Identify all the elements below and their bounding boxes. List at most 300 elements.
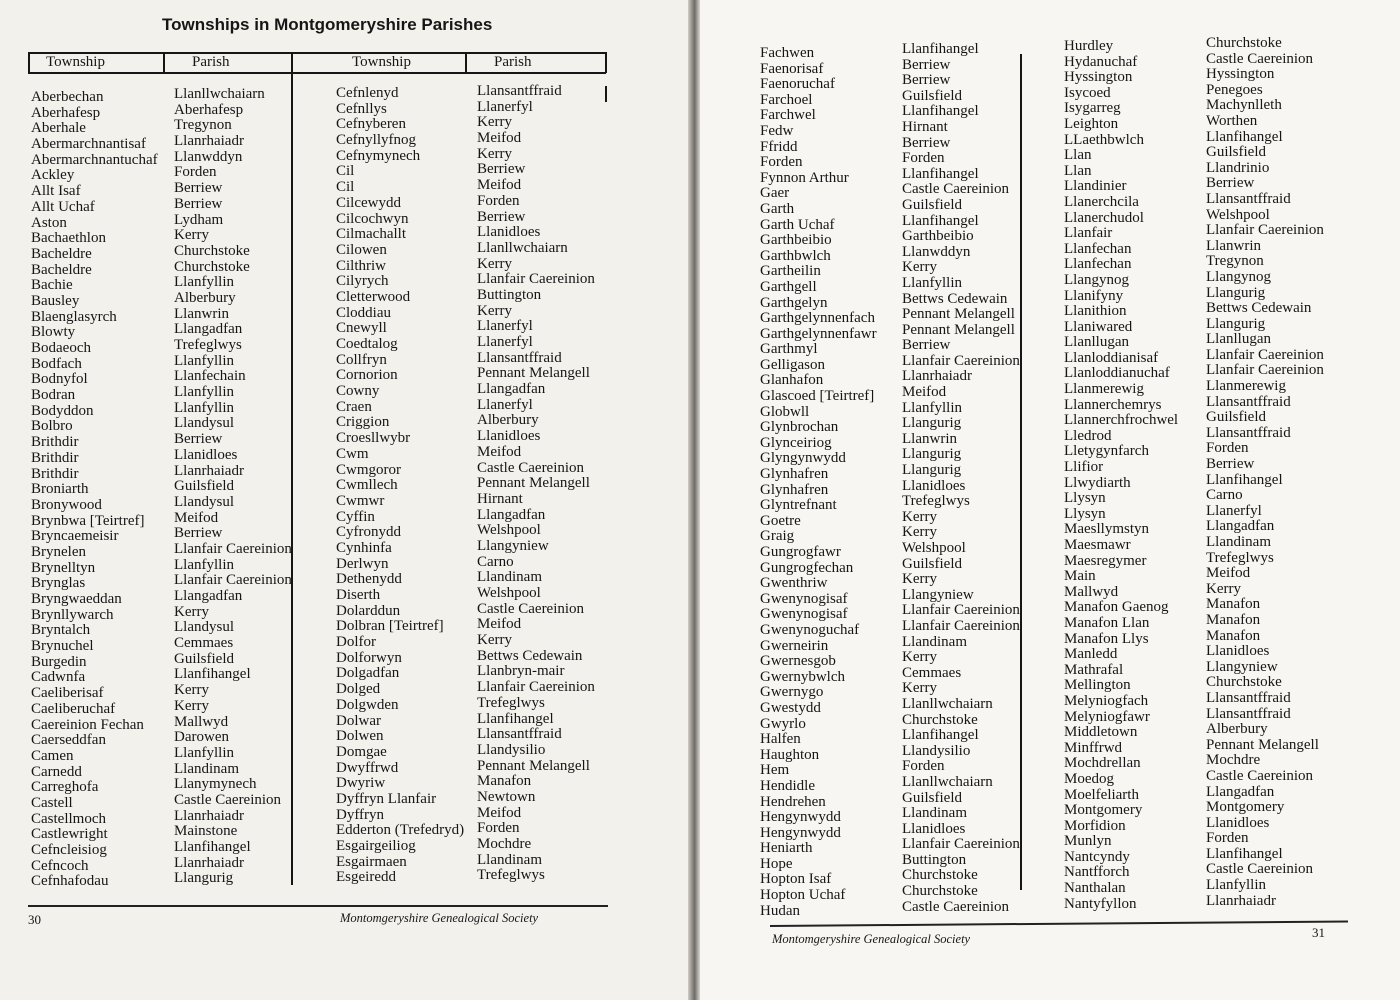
list-item: Bodyddon xyxy=(31,402,94,419)
list-item: Llanllugan xyxy=(1064,334,1129,351)
list-item: Forden xyxy=(902,150,945,167)
list-item: Middletown xyxy=(1064,724,1138,741)
column-tick xyxy=(605,86,607,102)
list-item: Gartheilin xyxy=(760,263,821,280)
list-item: Hyssington xyxy=(1206,66,1275,83)
list-item: Kerry xyxy=(1206,580,1241,597)
list-item: Llifior xyxy=(1064,459,1104,476)
list-item: Dolfor xyxy=(336,634,376,651)
list-item: Maesllymstyn xyxy=(1064,521,1149,538)
list-item: Berriew xyxy=(1206,175,1255,192)
list-item: Brynelen xyxy=(31,543,86,560)
list-item: Lletygynfarch xyxy=(1064,443,1149,460)
header-left-edge xyxy=(28,52,30,73)
list-item: Caereinion Fechan xyxy=(31,716,144,733)
list-item: Bachaethlon xyxy=(31,230,106,247)
list-item: Cloddiau xyxy=(336,304,391,321)
header-divider-3 xyxy=(465,52,467,73)
list-item: Minffrwd xyxy=(1064,739,1123,756)
list-item: Gwernygo xyxy=(760,684,824,701)
list-item: Cefnyllyfnog xyxy=(336,132,416,149)
list-item: Llanidloes xyxy=(477,428,541,445)
header-bottom-rule xyxy=(28,72,606,74)
list-item: Llanerfyl xyxy=(477,396,533,413)
list-item: Cnewyll xyxy=(336,320,387,337)
list-item: Cemmaes xyxy=(174,635,234,652)
list-item: Dolbran [Teirtref] xyxy=(336,618,444,635)
list-item: Aberbechan xyxy=(31,89,104,105)
list-item: Llanwrin xyxy=(174,305,229,322)
list-item: Llangadfan xyxy=(174,588,243,604)
list-item: Dolgadfan xyxy=(336,665,400,682)
list-item: Cilmachallt xyxy=(336,226,406,243)
list-item: Nantyfyllon xyxy=(1064,895,1137,912)
list-item: Llangurig xyxy=(902,462,962,479)
list-item: Llanwrin xyxy=(902,430,957,447)
list-item: Llanfyllin xyxy=(1206,877,1266,894)
list-item: Llangurig xyxy=(902,415,962,432)
list-item: Berriew xyxy=(174,525,223,542)
list-item: Llanfair Caereinion xyxy=(1206,222,1324,239)
list-item: Glynceiriog xyxy=(760,434,832,451)
list-item: Manafon Llys xyxy=(1064,630,1149,647)
list-item: Cwm xyxy=(336,445,369,462)
list-item: Dolforwyn xyxy=(336,649,402,666)
list-item: Castle Caereinion xyxy=(1206,861,1314,878)
list-item: Llangynog xyxy=(1206,268,1271,285)
list-item: Moedog xyxy=(1064,770,1114,787)
list-item: Llanfair Caereinion xyxy=(902,617,1020,634)
list-item: Maesregymer xyxy=(1064,552,1147,569)
list-item: Llanerfyl xyxy=(477,98,533,115)
list-item: Bolbro xyxy=(31,418,73,435)
list-item: Llangadfan xyxy=(1206,783,1275,800)
list-item: Welshpool xyxy=(1206,206,1270,223)
list-item: Meifod xyxy=(902,384,947,401)
list-item: Llanfair Caereinion xyxy=(477,271,595,288)
list-item: Kerry xyxy=(902,508,937,525)
list-item: Berriew xyxy=(477,208,526,225)
list-item: Dyffryn Llanfair xyxy=(336,790,437,807)
list-item: Kerry xyxy=(902,571,937,588)
list-item: Gungrogfawr xyxy=(760,544,841,560)
list-item: Cyffin xyxy=(336,508,375,525)
list-item: Llanidloes xyxy=(902,477,966,494)
list-item: Llanerchudol xyxy=(1064,209,1144,226)
list-item: Llanfyllin xyxy=(174,399,234,416)
list-item: Hydanuchaf xyxy=(1064,53,1138,70)
list-item: Abermarchnantisaf xyxy=(31,136,146,153)
list-item: Bryncaemeisir xyxy=(31,528,119,545)
list-item: Kerry xyxy=(902,649,937,666)
list-item: Kerry xyxy=(174,682,209,699)
list-item: Blowty xyxy=(31,324,76,341)
list-item: Aberhafesp xyxy=(174,101,244,118)
list-item: Llanfyllin xyxy=(902,399,962,416)
list-item: Kerry xyxy=(477,632,512,649)
list-item: Dolwen xyxy=(336,728,384,745)
list-item: Bodfach xyxy=(31,355,82,372)
list-item: Burgedin xyxy=(31,653,87,670)
list-item: Hendidle xyxy=(760,777,815,794)
header-divider-1 xyxy=(163,52,165,73)
list-item: Llanerfyl xyxy=(477,318,533,335)
list-item: Llangyniew xyxy=(1206,658,1278,675)
list-item: Craen xyxy=(336,398,372,415)
list-item: Alberbury xyxy=(477,412,539,429)
parish-list-1 xyxy=(174,87,292,887)
list-item: Isygarreg xyxy=(1064,100,1121,117)
list-item: Llanfair Caereinion xyxy=(1206,362,1324,379)
list-item: Hengynwydd xyxy=(760,824,841,841)
list-item: Pennant Melangell xyxy=(902,306,1015,323)
list-item: Llanloddianisaf xyxy=(1064,349,1159,366)
list-item: Cornorion xyxy=(336,367,398,384)
list-item: Cilowen xyxy=(336,241,387,258)
list-item: Guilsfield xyxy=(1206,144,1266,161)
list-item: Guilsfield xyxy=(1206,409,1266,426)
list-item: Berriew xyxy=(1206,456,1255,473)
list-item: Mochdre xyxy=(1206,752,1261,769)
list-item: Garthgelynnenfach xyxy=(760,310,875,327)
list-item: Castle Caereinion xyxy=(902,898,1010,915)
list-item: Collfryn xyxy=(336,351,387,368)
list-item: Llanidloes xyxy=(1206,643,1270,660)
list-item: Bausley xyxy=(31,292,80,309)
list-item: Manafon xyxy=(1206,611,1261,628)
list-item: Llangadfan xyxy=(174,321,243,338)
list-item: Gwestydd xyxy=(760,699,821,716)
list-item: Cefncoch xyxy=(31,857,89,874)
list-item: Llanfechain xyxy=(174,368,246,385)
list-item: Esgairgeiliog xyxy=(336,838,416,854)
list-item: Gwernybwlch xyxy=(760,668,845,685)
list-item: Pennant Melangell xyxy=(1206,736,1319,753)
list-item: Gaer xyxy=(760,185,790,202)
list-item: Machynlleth xyxy=(1206,97,1282,114)
list-item: Llandysul xyxy=(174,415,234,432)
list-item: Llanfyllin xyxy=(902,274,962,291)
list-item: Bodaeoch xyxy=(31,340,91,356)
list-item: Gwerneirin xyxy=(760,637,829,654)
list-item: Garthgelyn xyxy=(760,294,828,311)
list-item: Cefnymynech xyxy=(336,147,421,164)
list-item: Tregynon xyxy=(1206,253,1264,270)
list-item: Churchstoke xyxy=(902,883,978,900)
list-item: Hengynwydd xyxy=(760,809,841,826)
list-item: Meifod xyxy=(477,443,522,460)
list-item: Garthbeibio xyxy=(760,232,832,249)
list-item: Ackley xyxy=(31,167,75,184)
list-item: Bettws Cedewain xyxy=(902,290,1008,307)
list-item: Llansantffraid xyxy=(477,83,562,99)
list-item: Faenoruchaf xyxy=(760,76,835,93)
list-item: Llanwrin xyxy=(1206,237,1261,254)
township-list-2 xyxy=(336,86,464,886)
list-item: Llanfihangel xyxy=(477,710,554,727)
right-page xyxy=(700,0,1400,1000)
list-item: Caeliberisaf xyxy=(31,685,104,702)
list-item: Llanfair Caereinion xyxy=(902,352,1020,369)
list-item: Dwyffrwd xyxy=(336,759,399,776)
header-parish-2: Parish xyxy=(494,54,532,70)
list-item: Mochdrellan xyxy=(1064,755,1141,772)
list-item: Montgomery xyxy=(1206,799,1285,816)
list-item: Llangadfan xyxy=(477,381,546,398)
list-item: Garthgell xyxy=(760,278,817,295)
page-title: Townships in Montgomeryshire Parishes xyxy=(162,15,493,34)
list-item: Llan xyxy=(1064,162,1092,179)
list-item: Fedw xyxy=(760,122,794,139)
list-item: Bryntalch xyxy=(31,622,91,639)
list-item: Manafon xyxy=(477,773,532,790)
list-item: Llanfihangel xyxy=(174,666,251,683)
list-item: Llysyn xyxy=(1064,490,1106,507)
list-item: Llansantffraid xyxy=(1206,393,1291,410)
list-item: Carreghofa xyxy=(31,779,99,796)
list-item: Llanmerewig xyxy=(1064,381,1144,398)
list-item: Farchwel xyxy=(760,107,816,124)
list-item: Caeliberuchaf xyxy=(31,700,116,717)
list-item: Cadwnfa xyxy=(31,669,86,686)
list-item: Pennant Melangell xyxy=(477,757,590,774)
list-item: Cemmaes xyxy=(902,664,962,681)
list-item: Manafon xyxy=(1206,596,1261,613)
list-item: Llannerchfrochwel xyxy=(1064,412,1179,429)
list-item: Llannerchemrys xyxy=(1064,396,1162,413)
list-item: Kerry xyxy=(174,227,209,244)
list-item: Kerry xyxy=(902,259,937,276)
list-item: Munlyn xyxy=(1064,833,1112,850)
list-item: Manledd xyxy=(1064,646,1118,663)
list-item: Castle Caereinion xyxy=(477,600,585,617)
list-item: Kerry xyxy=(174,697,209,714)
list-item: Garthbeibio xyxy=(902,228,974,245)
list-item: Llangurig xyxy=(1206,284,1266,301)
list-item: Llansantffraid xyxy=(1206,424,1291,441)
list-item: Cefnhafodau xyxy=(31,873,109,890)
township-list-1 xyxy=(31,90,158,890)
list-item: Glynbrochan xyxy=(760,419,839,436)
list-item: Llanfair Caereinion xyxy=(174,540,292,557)
list-item: Hopton Isaf xyxy=(760,871,832,888)
list-item: Llandysul xyxy=(174,493,234,510)
list-item: Bettws Cedewain xyxy=(477,647,583,664)
list-item: Llandysilio xyxy=(902,742,971,759)
list-item: Llanmerewig xyxy=(1206,378,1286,395)
list-item: Gelligason xyxy=(760,356,825,373)
list-item: Trefeglwys xyxy=(1206,549,1274,566)
list-item: Cil xyxy=(336,179,355,196)
list-item: Llangurig xyxy=(902,446,962,463)
list-item: Castle Caereinion xyxy=(902,181,1010,198)
list-item: Bettws Cedewain xyxy=(1206,300,1312,317)
list-item: Gwenynogisaf xyxy=(760,590,848,607)
list-item: Llandinam xyxy=(902,805,967,822)
list-item: Kerry xyxy=(174,603,209,620)
list-item: Llanfihangel xyxy=(1206,845,1283,862)
list-item: Cwmllech xyxy=(336,477,398,494)
header-right-edge xyxy=(605,52,607,73)
list-item: Churchstoke xyxy=(902,867,978,884)
list-item: Garthbwlch xyxy=(760,247,831,264)
list-item: Maesmawr xyxy=(1064,537,1131,553)
list-item: Llanfihangel xyxy=(1206,128,1283,145)
list-item: Llandinam xyxy=(477,851,542,868)
list-item: Llanidloes xyxy=(1206,814,1270,831)
list-item: Moelfeliarth xyxy=(1064,786,1139,803)
list-item: Gwenynoguchaf xyxy=(760,621,860,638)
list-item: Cwmgoror xyxy=(336,461,401,478)
list-item: Cil xyxy=(336,163,355,180)
list-item: Llanfyllin xyxy=(174,744,234,761)
list-item: Brynelltyn xyxy=(31,559,96,576)
list-item: Llanidloes xyxy=(477,224,541,241)
list-item: Hirnant xyxy=(477,490,523,507)
list-item: Berriew xyxy=(174,180,223,197)
list-item: Hurdley xyxy=(1064,38,1114,54)
list-item: Dolwar xyxy=(336,712,381,729)
list-item: Hem xyxy=(760,762,790,779)
list-item: Cletterwood xyxy=(336,288,411,305)
list-item: Aberhale xyxy=(31,120,86,137)
list-item: Llanidloes xyxy=(902,820,966,837)
list-item: Cefnyberen xyxy=(336,116,406,133)
list-item: Llangyniew xyxy=(902,586,974,603)
list-item: Broniarth xyxy=(31,481,89,498)
list-item: Alberbury xyxy=(1206,721,1268,738)
list-item: Llanfyllin xyxy=(174,384,234,401)
list-item: Brynllywarch xyxy=(31,606,114,623)
list-item: Goetre xyxy=(760,512,801,529)
list-item: Dyffryn xyxy=(336,806,385,823)
list-item: Caerseddfan xyxy=(31,732,106,749)
list-item: Allt Uchaf xyxy=(31,198,95,215)
header-township-1: Township xyxy=(46,54,105,70)
list-item: Llanbryn-mair xyxy=(477,663,565,680)
list-item: Manafon Gaenog xyxy=(1064,599,1169,616)
list-item: Castle Caereinion xyxy=(1206,50,1314,67)
list-item: Berriew xyxy=(174,195,223,212)
page-footer: Montomgeryshire Genealogical Society xyxy=(772,932,971,946)
list-item: Cefnlenyd xyxy=(336,85,399,101)
list-item: Llansantffraid xyxy=(477,349,562,366)
list-item: Penegoes xyxy=(1206,81,1263,98)
list-item: Lydham xyxy=(174,211,224,228)
list-item: Llandinam xyxy=(174,760,239,777)
list-item: Brithdir xyxy=(31,465,79,482)
list-item: Llanrhaiadr xyxy=(174,133,244,150)
list-item: Garth Uchaf xyxy=(760,216,835,233)
list-item: Manafon xyxy=(1206,627,1261,644)
list-item: Trefeglwys xyxy=(902,493,970,510)
list-item: Forden xyxy=(902,758,945,775)
list-item: Criggion xyxy=(336,414,390,431)
list-item: Llanfihangel xyxy=(902,727,979,744)
list-item: Meifod xyxy=(477,616,522,633)
list-item: Cefncleisiog xyxy=(31,842,107,858)
list-item: Heniarth xyxy=(760,840,813,857)
list-item: Buttington xyxy=(902,851,967,868)
list-item: Churchstoke xyxy=(902,711,978,728)
list-item: Llanrhaiadr xyxy=(174,807,244,824)
footer-rule xyxy=(770,920,1348,926)
list-item: Llanfair Caereinion xyxy=(477,679,595,696)
list-item: Forden xyxy=(477,192,520,209)
parish-list-1 xyxy=(902,42,1020,915)
list-item: Manafon Llan xyxy=(1064,614,1150,631)
list-item: Domgae xyxy=(336,743,387,760)
list-item: Berriew xyxy=(902,134,951,151)
list-item: Berriew xyxy=(902,337,951,354)
list-item: Llanwddyn xyxy=(174,148,243,165)
list-item: Newtown xyxy=(477,788,536,805)
list-item: Llanllwchaiarn xyxy=(902,695,993,712)
list-item: Brynuchel xyxy=(31,638,94,655)
list-item: Llanrhaiadr xyxy=(1206,892,1276,909)
list-item: Morfidion xyxy=(1064,817,1126,834)
list-item: Guilsfield xyxy=(902,789,962,806)
list-item: Meifod xyxy=(477,130,522,147)
list-item: Llanithion xyxy=(1064,303,1127,320)
list-item: Llangyniew xyxy=(477,537,549,554)
list-item: Kerry xyxy=(902,524,937,541)
list-item: Llan xyxy=(1064,147,1092,164)
list-item: Allt Isaf xyxy=(31,183,81,200)
list-item: Llanfair xyxy=(1064,225,1113,242)
list-item: Alberbury xyxy=(174,289,236,306)
list-item: Cowny xyxy=(336,383,380,400)
list-item: Gwyrlo xyxy=(760,715,806,732)
parish-list-2 xyxy=(477,84,595,884)
list-item: Croesllwybr xyxy=(336,430,411,447)
list-item: Llanerchcila xyxy=(1064,193,1139,210)
list-item: Melyniogfach xyxy=(1064,692,1149,709)
list-item: Halfen xyxy=(760,731,801,748)
list-item: Montgomery xyxy=(1064,802,1143,819)
list-item: Llandysul xyxy=(174,619,234,636)
list-item: Castle Caereinion xyxy=(174,791,282,808)
list-item: Cynhinfa xyxy=(336,539,392,556)
list-item: Glanhafon xyxy=(760,372,824,389)
list-item: Meifod xyxy=(477,804,522,821)
list-item: Garth xyxy=(760,200,795,217)
list-item: Llanfihangel xyxy=(174,839,251,855)
list-item: Abermarchnantuchaf xyxy=(31,151,158,168)
list-item: Glyntrefnant xyxy=(760,497,837,514)
list-item: Dwyriw xyxy=(336,775,386,792)
township-list-2 xyxy=(1064,39,1178,912)
list-item: Castle Caereinion xyxy=(477,459,585,476)
list-item: Hopton Uchaf xyxy=(760,887,846,904)
list-item: Kerry xyxy=(477,114,512,131)
list-item: Pennant Melangell xyxy=(477,475,590,492)
list-item: Llanifyny xyxy=(1064,287,1124,304)
list-item: Llangadfan xyxy=(477,506,546,523)
list-item: Churchstoke xyxy=(174,258,250,275)
list-item: Llangurig xyxy=(174,870,234,887)
list-item: Lledrod xyxy=(1064,427,1112,444)
list-item: Mallwyd xyxy=(174,713,229,730)
list-item: Isycoed xyxy=(1064,84,1111,101)
list-item: Llanrhaiadr xyxy=(174,462,244,479)
list-item: Llanrhaiadr xyxy=(174,854,244,871)
list-item: Bacheldre xyxy=(31,245,92,262)
list-item: Gwenynogisaf xyxy=(760,606,848,623)
township-list-1 xyxy=(760,46,877,919)
page-footer: Montomgeryshire Genealogical Society xyxy=(340,911,539,925)
list-item: Coedtalog xyxy=(336,336,398,352)
